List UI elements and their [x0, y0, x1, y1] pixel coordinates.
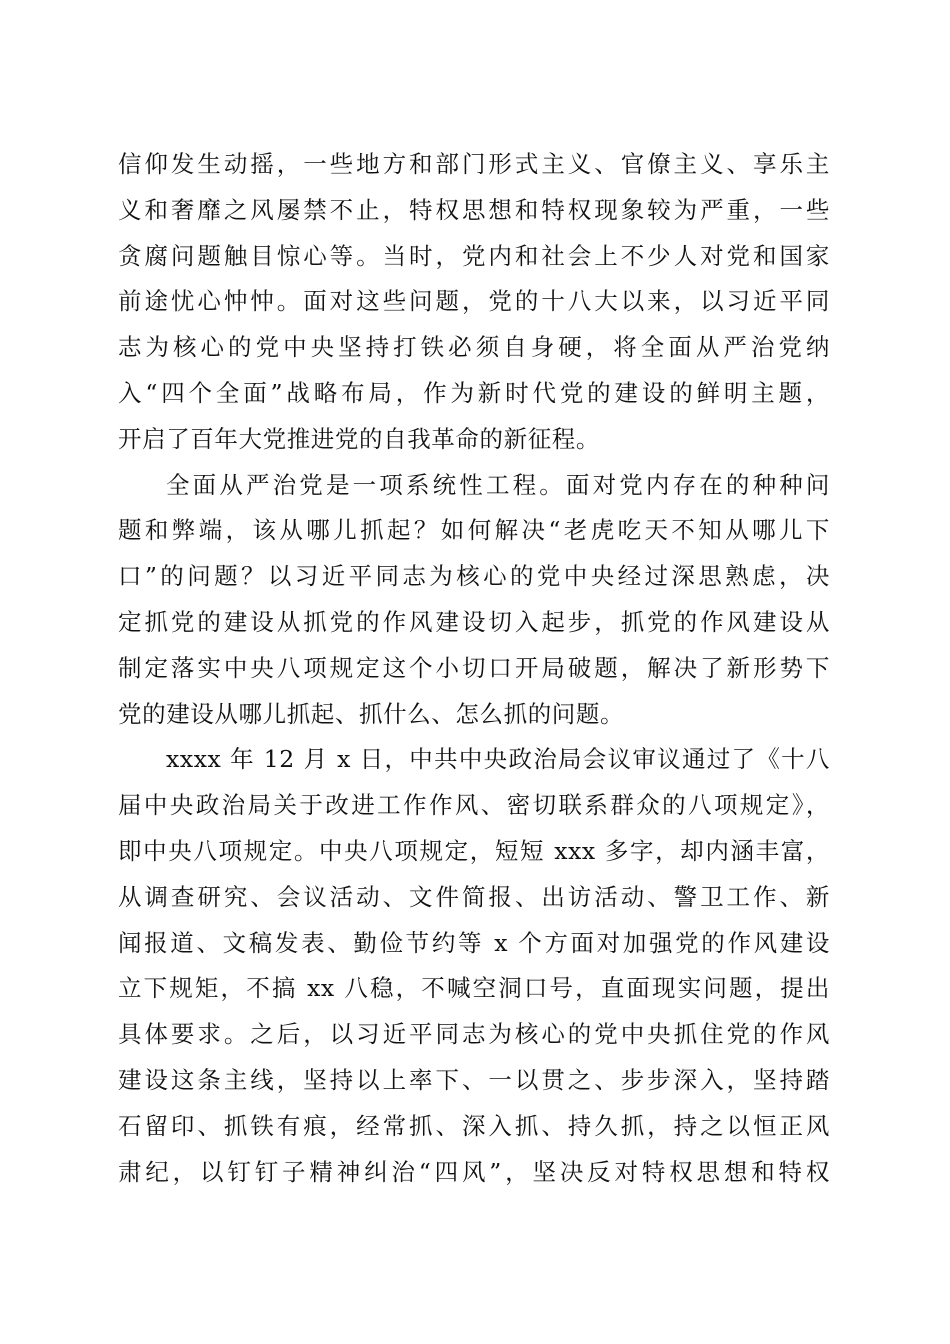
paragraph-1	[118, 142, 830, 463]
text-line: 志为核心的党中央坚持打铁必须自身硬，将全面从严治党纳	[118, 333, 830, 362]
document-body	[118, 142, 830, 1195]
text-line: 口”的问题？以习近平同志为核心的党中央经过深思熟虑，决	[118, 562, 830, 591]
text-line: 义和奢靡之风屡禁不止，特权思想和特权现象较为严重，一些	[118, 195, 830, 224]
text-line: 制定落实中央八项规定这个小切口开局破题，解决了新形势下	[118, 653, 830, 682]
text-line: 届中央政治局关于改进工作作风、密切联系群众的八项规定》，	[118, 791, 830, 820]
text-line: 前途忧心忡忡。面对这些问题，党的十八大以来，以习近平同	[118, 287, 830, 316]
text-line: 题和弊端，该从哪儿抓起？如何解决“老虎吃天不知从哪儿下	[118, 516, 830, 545]
text-line: 定抓党的建设从抓党的作风建设切入起步，抓党的作风建设从	[118, 607, 830, 636]
paragraph-2	[118, 463, 830, 738]
text-line: 党的建设从哪儿抓起、抓什么、怎么抓的问题。	[118, 699, 625, 728]
text-line: 即中央八项规定。中央八项规定，短短 xxx 多字，却内涵丰富，	[118, 836, 830, 865]
text-line: 从调查研究、会议活动、文件简报、出访活动、警卫工作、新	[118, 882, 830, 911]
text-line: 肃纪，以钉钉子精神纠治“四风”，坚决反对特权思想和特权	[118, 1157, 830, 1186]
text-line: 全面从严治党是一项系统性工程。面对党内存在的种种问	[166, 470, 830, 499]
text-line: 闻报道、文稿发表、勤俭节约等 x 个方面对加强党的作风建设	[118, 928, 830, 957]
text-line: 信仰发生动摇，一些地方和部门形式主义、官僚主义、享乐主	[118, 150, 830, 178]
text-line: 开启了百年大党推进党的自我革命的新征程。	[118, 424, 600, 453]
text-line: 石留印、抓铁有痕，经常抓、深入抓、持久抓，持之以恒正风	[118, 1111, 830, 1140]
text-line: 具体要求。之后，以习近平同志为核心的党中央抓住党的作风	[118, 1020, 830, 1049]
paragraph-3	[118, 737, 830, 1195]
text-line: 立下规矩，不搞 xx 八稳，不喊空洞口号，直面现实问题，提出	[118, 974, 830, 1003]
text-line: 入“四个全面”战略布局，作为新时代党的建设的鲜明主题，	[118, 378, 830, 407]
text-line: xxxx 年 12 月 x 日，中共中央政治局会议审议通过了《十八	[166, 745, 830, 774]
text-line: 建设这条主线，坚持以上率下、一以贯之、步步深入，坚持踏	[118, 1065, 830, 1094]
text-line: 贪腐问题触目惊心等。当时，党内和社会上不少人对党和国家	[118, 241, 830, 270]
